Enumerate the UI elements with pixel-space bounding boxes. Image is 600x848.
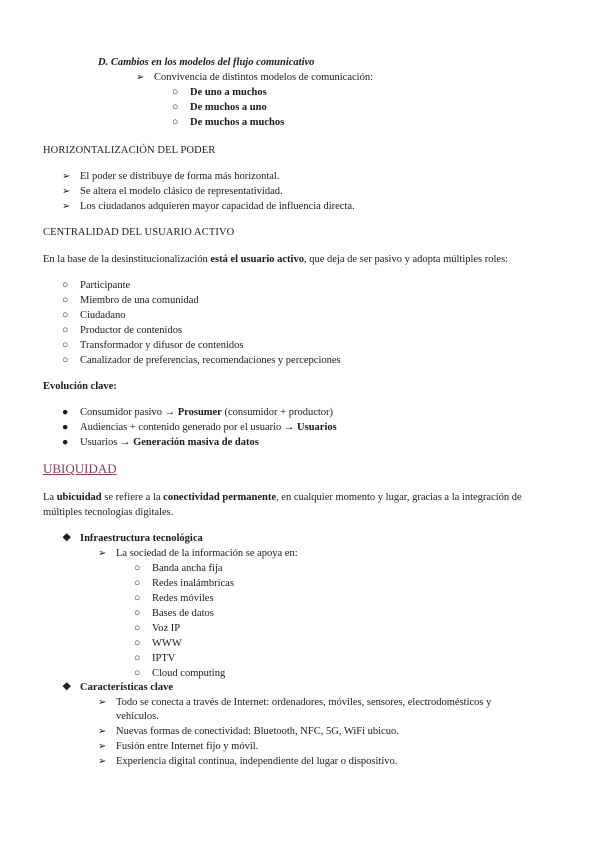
circle-bullet-icon: ○ xyxy=(172,102,179,113)
diamond-bullet-icon: ❖ xyxy=(62,682,72,693)
list-item: ➢ El poder se distribuye de forma más horizontal. xyxy=(62,171,280,182)
centralidad-intro: En la base de la desinstitucionalización está el usuario activo, que deja de ser pasivo y adopta múltiples roles: xyxy=(43,254,509,265)
list-item: ○ Redes inalámbricas xyxy=(134,577,234,591)
arrow-bullet-icon: ➢ xyxy=(62,186,71,197)
circle-bullet-icon: ○ xyxy=(134,563,141,574)
disc-bullet-icon: ● xyxy=(62,407,69,418)
list-item: ➢ Los ciudadanos adquieren mayor capacidad de influencia directa. xyxy=(62,201,355,212)
list-item: ➢ Se altera el modelo clásico de representatividad. xyxy=(62,186,283,197)
list-item: ○ Participante xyxy=(62,279,130,293)
arrow-bullet-icon: ➢ xyxy=(98,726,107,737)
list-item: ➢ Todo se conecta a través de Internet: ordenadores, móviles, sensores, electrodomésticos y xyxy=(98,697,492,708)
circle-bullet-icon: ○ xyxy=(172,117,179,128)
section-d-sub xyxy=(136,71,373,85)
ubiquidad-intro-line2: múltiples tecnologías digitales. xyxy=(43,507,174,518)
horizontalizacion-heading: HORIZONTALIZACIÓN DEL PODER xyxy=(43,145,216,156)
arrow-bullet-icon: ➢ xyxy=(136,72,145,83)
circle-bullet-icon: ○ xyxy=(62,325,69,336)
list-item: ○ WWW xyxy=(134,637,182,651)
list-item: ● Audiencias + contenido generado por el usuario → Usuarios xyxy=(62,421,337,435)
section-d-title: D. Cambios en los modelos del flujo comunicativo xyxy=(98,57,315,68)
arrow-bullet-icon: ➢ xyxy=(98,756,107,767)
circle-bullet-icon: ○ xyxy=(134,608,141,619)
arrow-bullet-icon: ➢ xyxy=(98,548,107,559)
list-item: ○ Ciudadano xyxy=(62,309,126,323)
circle-bullet-icon: ○ xyxy=(172,87,179,98)
infra-title: ❖ Infraestructura tecnológica xyxy=(62,532,203,546)
circle-bullet-icon: ○ xyxy=(134,593,141,604)
list-item: ○ Redes móviles xyxy=(134,592,214,606)
list-item-continuation: vehículos. xyxy=(116,711,159,722)
list-item: ○ Miembro de una comunidad xyxy=(62,294,199,308)
list-item: ➢ Fusión entre Internet fijo y móvil. xyxy=(98,741,259,752)
circle-bullet-icon: ○ xyxy=(134,578,141,589)
list-item: ➢ Nuevas formas de conectividad: Bluetooth, NFC, 5G, WiFi ubicuo. xyxy=(98,726,399,737)
circle-bullet-icon: ○ xyxy=(62,340,69,351)
list-item: ➢ Experiencia digital continua, independiente del lugar o dispositivo. xyxy=(98,756,398,767)
list-item: ○ Cloud computing xyxy=(134,667,225,681)
diamond-bullet-icon: ❖ xyxy=(62,533,72,544)
list-item: ● Consumidor pasivo → Prosumer (consumidor + productor) xyxy=(62,406,333,420)
circle-bullet-icon: ○ xyxy=(134,668,141,679)
list-item: ● Usuarios → Generación masiva de datos xyxy=(62,436,259,450)
circle-bullet-icon: ○ xyxy=(62,280,69,291)
carac-title: ❖ Características clave xyxy=(62,681,173,695)
list-item: ○ De uno a muchos xyxy=(172,86,267,100)
disc-bullet-icon: ● xyxy=(62,437,69,448)
list-item: ○ Voz IP xyxy=(134,622,180,636)
list-item: ○ De muchos a uno xyxy=(172,101,267,115)
list-item: ○ Banda ancha fija xyxy=(134,562,223,576)
evolucion-title: Evolución clave: xyxy=(43,381,117,392)
list-item: ○ Productor de contenidos xyxy=(62,324,182,338)
circle-bullet-icon: ○ xyxy=(62,355,69,366)
circle-bullet-icon: ○ xyxy=(134,638,141,649)
arrow-bullet-icon: ➢ xyxy=(98,697,107,708)
list-item: ○ Transformador y difusor de contenidos xyxy=(62,339,244,353)
arrow-bullet-icon: ➢ xyxy=(62,201,71,212)
centralidad-heading: CENTRALIDAD DEL USUARIO ACTIVO xyxy=(43,227,235,238)
arrow-bullet-icon: ➢ xyxy=(62,171,71,182)
circle-bullet-icon: ○ xyxy=(62,295,69,306)
circle-bullet-icon: ○ xyxy=(62,310,69,321)
list-item: ○ De muchos a muchos xyxy=(172,116,284,130)
list-item: ○ Canalizador de preferencias, recomendaciones y percepciones xyxy=(62,354,341,368)
list-item: ○ IPTV xyxy=(134,652,175,666)
circle-bullet-icon: ○ xyxy=(134,653,141,664)
section-d-sub-text: Convivencia de distintos modelos de comunicación: xyxy=(154,72,373,83)
arrow-bullet-icon: ➢ xyxy=(98,741,107,752)
disc-bullet-icon: ● xyxy=(62,422,69,433)
list-item: ○ Bases de datos xyxy=(134,607,214,621)
ubiquidad-heading: UBIQUIDAD xyxy=(43,461,117,476)
ubiquidad-intro-line1: La ubicuidad se refiere a la conectividad permanente, en cualquier momento y lugar, gracias a la integración de xyxy=(43,492,522,503)
circle-bullet-icon: ○ xyxy=(134,623,141,634)
infra-sub: ➢ La sociedad de la información se apoya en: xyxy=(98,548,298,559)
